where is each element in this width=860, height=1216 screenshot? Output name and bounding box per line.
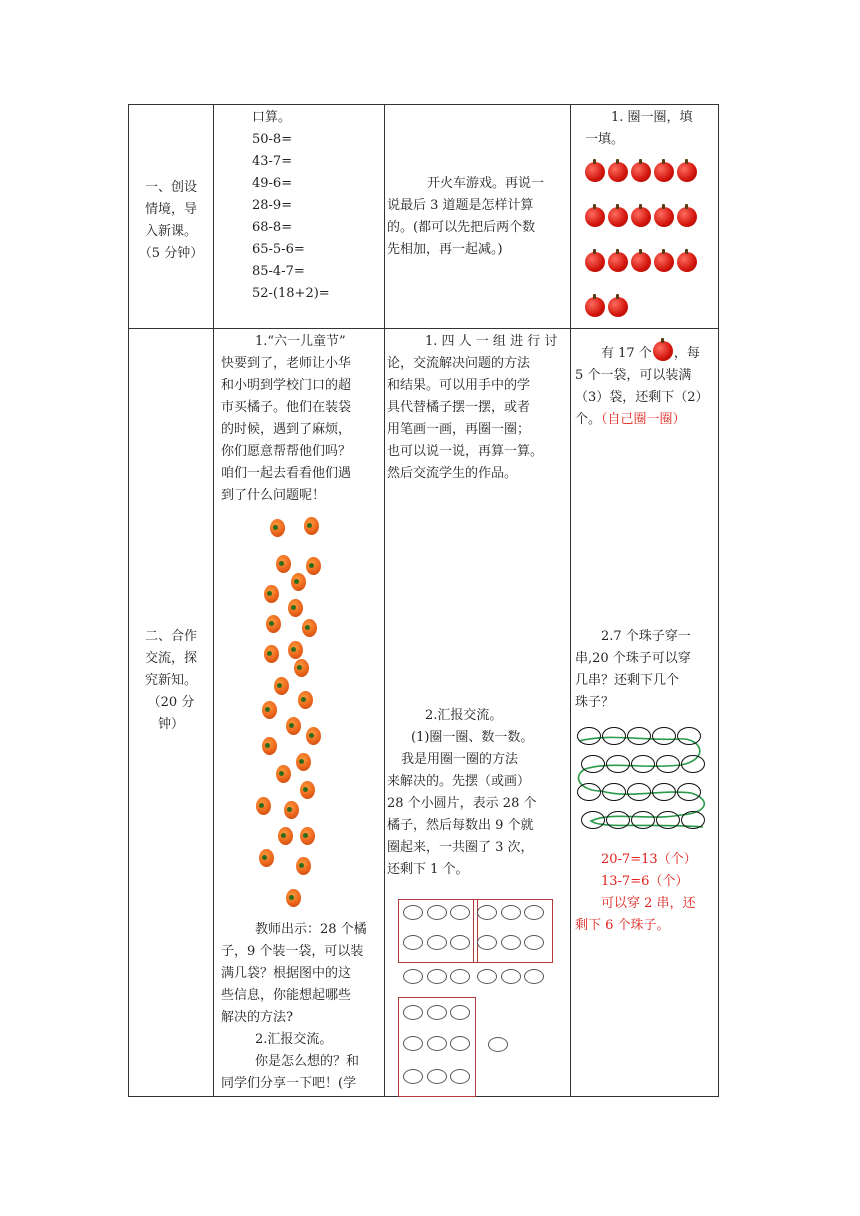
orange-icon xyxy=(298,691,313,709)
bead-circle xyxy=(606,755,630,773)
math-item: 68-8= xyxy=(252,220,293,235)
apple-icon xyxy=(585,297,605,317)
discussion-text: 也可以说一说，再算一算。 xyxy=(387,444,544,459)
counter-circle xyxy=(450,1069,470,1084)
apple-icon xyxy=(631,162,651,182)
counter-circle xyxy=(524,905,544,920)
apple-row xyxy=(585,252,700,276)
orange-icon xyxy=(286,889,301,907)
bead-answer: 20-7=13（个） xyxy=(601,852,697,867)
apple-icon xyxy=(654,252,674,272)
discussion-text: 然后交流学生的作品。 xyxy=(387,466,518,481)
math-item: 50-8= xyxy=(252,132,293,147)
row1-label-2: 情境，导 xyxy=(144,202,197,217)
row1-label-4: （5 分钟） xyxy=(138,246,204,261)
math-item: 49-6= xyxy=(252,176,293,191)
bead-answer: 剩下 6 个珠子。 xyxy=(575,918,670,933)
apple-icon xyxy=(631,252,651,272)
bead-circle xyxy=(602,783,626,801)
bead-circle xyxy=(627,727,651,745)
row1-label-3: 入新课。 xyxy=(144,224,197,239)
report-text: 28 个小圆片，表示 28 个 xyxy=(387,796,537,811)
bead-circle xyxy=(652,727,676,745)
teacher-text: 解决的方法? xyxy=(221,1010,293,1025)
bead-circle xyxy=(631,755,655,773)
row1-stage-cell xyxy=(129,105,214,329)
counter-circle xyxy=(524,935,544,950)
counter-circle xyxy=(403,905,423,920)
intro-text: 市买橘子。他们在装袋 xyxy=(221,400,352,415)
intro-text: 和小明到学校门口的超 xyxy=(221,378,352,393)
intro-text: 快要到了，老师让小华 xyxy=(221,356,352,371)
orange-icon xyxy=(288,641,303,659)
apple-row xyxy=(585,162,700,186)
exercise-1-title-2: 一填。 xyxy=(585,132,625,147)
train-game-text: 的。(都可以先把后两个数 xyxy=(387,220,536,235)
counter-circle xyxy=(501,935,521,950)
apple-question-pre: 有 17 个 xyxy=(601,346,652,361)
orange-icon xyxy=(262,701,277,719)
bead-circle xyxy=(606,811,630,829)
intro-text: 咱们一起去看看他们遇 xyxy=(221,466,352,481)
row2-label-4: （20 分 xyxy=(147,695,195,710)
orange-icon xyxy=(256,797,271,815)
bead-circle xyxy=(627,783,651,801)
orange-icon xyxy=(284,801,299,819)
row2-label-2: 交流，探 xyxy=(144,651,197,666)
report-text: 橘子，然后每数出 9 个就 xyxy=(387,818,534,833)
counter-circle xyxy=(403,1005,423,1020)
report-text: 圈起来，一共圈了 3 次， xyxy=(387,840,534,855)
report-text: 2.汇报交流。 xyxy=(425,708,503,723)
row2-label-3: 究新知。 xyxy=(144,673,197,688)
bead-question: 串,20 个珠子可以穿 xyxy=(575,651,691,666)
bead-circle xyxy=(581,811,605,829)
counter-circle xyxy=(450,1036,470,1051)
apple-icon xyxy=(585,162,605,182)
orange-icon xyxy=(276,555,291,573)
apple-icon xyxy=(677,162,697,182)
exercise-1-title: 1. 圈一圈，填 xyxy=(611,110,693,125)
discussion-text: 1. 四 人 一 组 进 行 讨 xyxy=(425,334,558,349)
row2-label-5: 钟） xyxy=(157,717,184,732)
counter-circle xyxy=(524,969,544,984)
bead-circle xyxy=(577,783,601,801)
oranges-picture xyxy=(214,329,384,929)
orange-icon xyxy=(266,615,281,633)
orange-icon xyxy=(306,557,321,575)
orange-icon xyxy=(296,753,311,771)
teacher-text: 你是怎么想的？和 xyxy=(255,1054,360,1069)
math-item: 85-4-7= xyxy=(252,264,305,279)
apple-icon xyxy=(677,252,697,272)
teacher-text: 同学们分享一下吧！(学 xyxy=(221,1076,357,1091)
counter-circle xyxy=(477,905,497,920)
orange-icon xyxy=(270,519,285,537)
teacher-text: 满几袋？根据图中的这 xyxy=(221,966,352,981)
apple-question-end: 个。 xyxy=(575,412,602,427)
counter-circle xyxy=(477,969,497,984)
row2-practice-cell xyxy=(571,329,719,1097)
counter-circle xyxy=(477,935,497,950)
discussion-text: 具代替橘子摆一摆，或者 xyxy=(387,400,531,415)
orange-icon xyxy=(291,573,306,591)
bead-circle xyxy=(677,727,701,745)
bead-circle xyxy=(581,755,605,773)
discussion-text: 论，交流解决问题的方法 xyxy=(387,356,531,371)
orange-icon xyxy=(300,827,315,845)
bead-circle xyxy=(677,783,701,801)
counter-circle xyxy=(450,935,470,950)
counter-circle xyxy=(427,969,447,984)
counter-circle xyxy=(403,935,423,950)
apple-icon xyxy=(585,252,605,272)
apple-icon xyxy=(608,207,628,227)
apple-row xyxy=(585,207,700,231)
intro-text: 到了什么问题呢！ xyxy=(221,488,326,503)
report-text: (1)圈一圈、数一数。 xyxy=(411,730,534,745)
intro-text: 1.“六一儿童节” xyxy=(255,334,346,349)
counter-circle xyxy=(427,1069,447,1084)
row1-student-cell xyxy=(385,105,571,329)
row2-label-1: 二、合作 xyxy=(144,629,197,644)
row2-teacher-cell xyxy=(214,329,385,1097)
orange-icon xyxy=(264,645,279,663)
intro-text: 的时候，遇到了麻烦， xyxy=(221,422,352,437)
beads-diagram xyxy=(571,329,718,1097)
mental-math-title: 口算。 xyxy=(252,110,292,125)
teacher-text: 2.汇报交流。 xyxy=(255,1032,333,1047)
report-text: 还剩下 1 个。 xyxy=(387,862,469,877)
bead-answer: 13-7=6（个） xyxy=(601,874,689,889)
math-item: 52-(18+2)= xyxy=(252,286,330,301)
counter-circle xyxy=(403,1069,423,1084)
bead-circle xyxy=(577,727,601,745)
row1-teacher-cell xyxy=(214,105,385,329)
row1-practice-cell xyxy=(571,105,719,329)
counter-circle xyxy=(427,905,447,920)
counter-circle xyxy=(427,1036,447,1051)
bead-circle xyxy=(656,755,680,773)
orange-icon xyxy=(300,781,315,799)
orange-icon xyxy=(262,737,277,755)
row2-student-cell xyxy=(385,329,571,1097)
bead-circle xyxy=(631,811,655,829)
counter-circle xyxy=(427,935,447,950)
counter-circle xyxy=(501,905,521,920)
orange-icon xyxy=(274,677,289,695)
discussion-text: 用笔画一画，再圈一圈； xyxy=(387,422,531,437)
intro-text: 你们愿意帮帮他们吗？ xyxy=(221,444,352,459)
counter-circle xyxy=(450,905,470,920)
lesson-table xyxy=(128,104,719,1097)
apple-icon xyxy=(631,207,651,227)
apple-icon xyxy=(677,207,697,227)
bead-answer: 可以穿 2 串，还 xyxy=(601,896,696,911)
math-item: 28-9= xyxy=(252,198,293,213)
counter-circle xyxy=(427,1005,447,1020)
orange-icon xyxy=(286,717,301,735)
math-item: 43-7= xyxy=(252,154,293,169)
apple-icon xyxy=(654,207,674,227)
counter-circle xyxy=(450,1005,470,1020)
counter-circle xyxy=(450,969,470,984)
train-game-text: 先相加，再一起减。) xyxy=(387,242,503,257)
grouped-circles-diagram xyxy=(385,329,570,1097)
bead-question: 几串？还剩下几个 xyxy=(575,673,680,688)
counter-circle xyxy=(403,969,423,984)
orange-icon xyxy=(264,585,279,603)
row1-label-1: 一、创设 xyxy=(144,180,197,195)
apple-icon xyxy=(608,297,628,317)
discussion-text: 和结果。可以用手中的学 xyxy=(387,378,531,393)
orange-icon xyxy=(276,765,291,783)
bead-question: 珠子？ xyxy=(575,695,615,710)
apple-icon xyxy=(608,252,628,272)
bead-question: 2.7 个珠子穿一 xyxy=(601,629,691,644)
apple-question-line: （3）袋，还剩下（2） xyxy=(575,390,709,405)
apple-question-line: 5 个一袋，可以装满 xyxy=(575,368,692,383)
bead-circle xyxy=(602,727,626,745)
orange-icon xyxy=(306,727,321,745)
orange-icon xyxy=(304,517,319,535)
apple-icon xyxy=(608,162,628,182)
orange-icon xyxy=(259,849,274,867)
orange-icon xyxy=(278,827,293,845)
teacher-text: 教师出示：28 个橘 xyxy=(255,922,367,937)
math-item: 65-5-6= xyxy=(252,242,305,257)
apple-question-hint: （自己圈一圈） xyxy=(601,412,686,427)
bead-circle xyxy=(652,783,676,801)
apple-row xyxy=(585,297,631,321)
counter-circle xyxy=(501,969,521,984)
counter-circle xyxy=(488,1037,508,1052)
teacher-text: 些信息，你能想起哪些 xyxy=(221,988,352,1003)
report-text: 我是用圈一圈的方法 xyxy=(401,752,519,767)
bead-circle xyxy=(681,755,705,773)
teacher-text: 子，9 个装一袋，可以装 xyxy=(221,944,364,959)
orange-icon xyxy=(294,659,309,677)
bead-circle xyxy=(681,811,705,829)
train-game-text: 开火车游戏。再说一 xyxy=(427,176,545,191)
orange-icon xyxy=(296,857,311,875)
train-game-text: 说最后 3 道题是怎样计算 xyxy=(387,198,534,213)
orange-icon xyxy=(288,599,303,617)
apple-icon xyxy=(585,207,605,227)
apple-icon xyxy=(654,162,674,182)
row2-stage-cell xyxy=(129,329,214,1097)
counter-circle xyxy=(403,1036,423,1051)
bead-circle xyxy=(656,811,680,829)
report-text: 来解决的。先摆（或画） xyxy=(387,774,531,789)
bead-string-lines xyxy=(571,329,718,1097)
orange-icon xyxy=(302,619,317,637)
apple-question-post: ，每 xyxy=(673,346,700,361)
